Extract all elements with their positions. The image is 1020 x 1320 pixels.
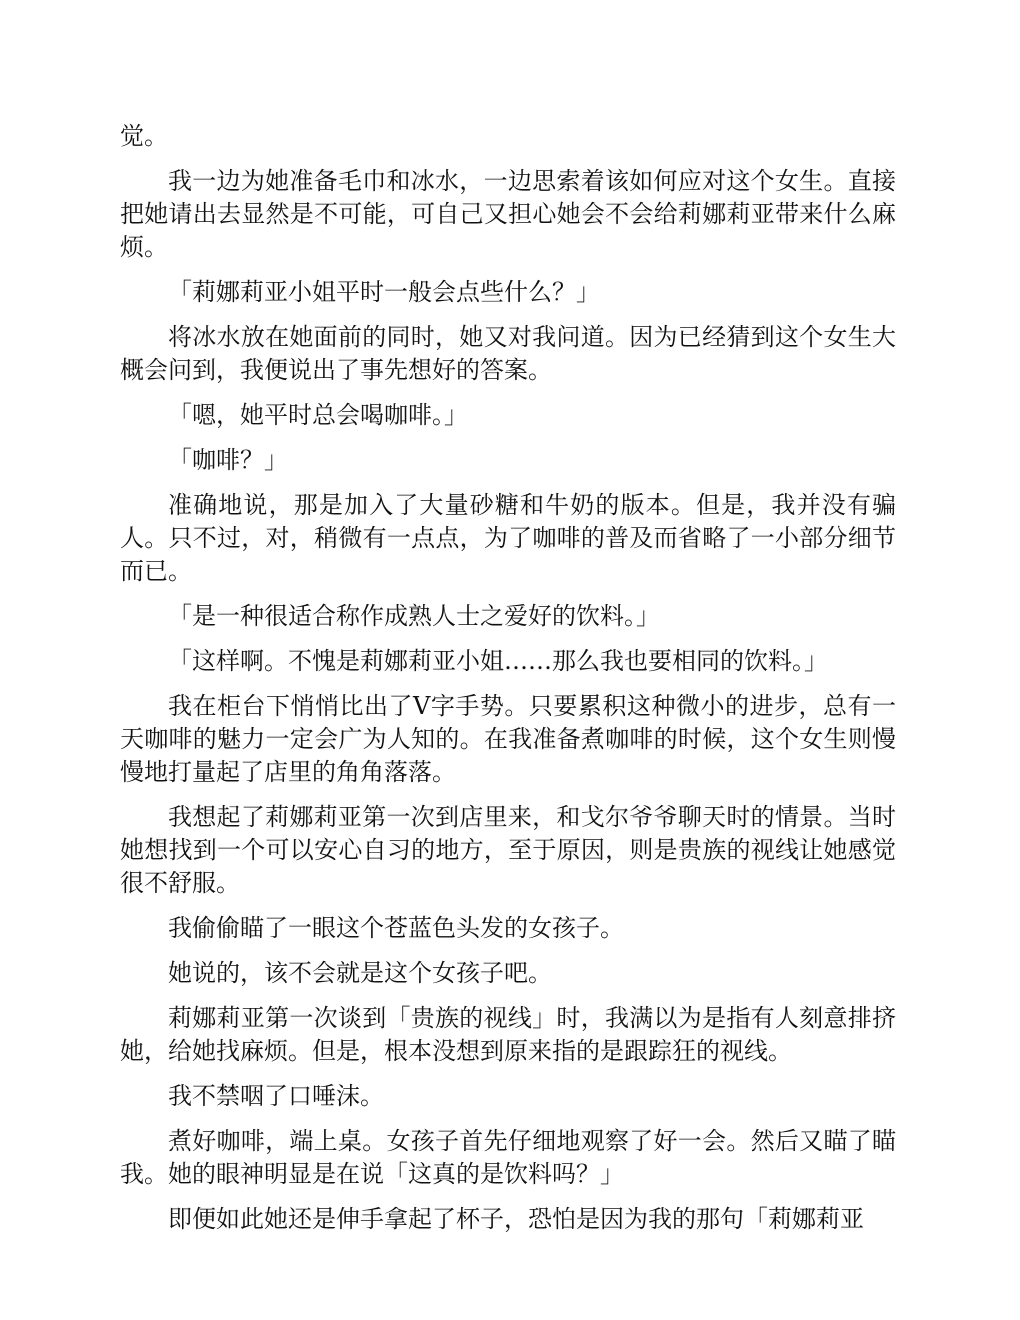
paragraph-1: 觉。 bbox=[120, 122, 168, 150]
paragraph-9: 「这样啊。不愧是莉娜莉亚小姐……那么我也要相同的饮料。」 bbox=[168, 647, 828, 675]
paragraph-4: 将冰水放在她面前的同时，她又对我问道。因为已经猜到这个女生大概会问到，我便说出了事先想好的答案。 bbox=[120, 323, 896, 384]
paragraph-11: 我想起了莉娜莉亚第一次到店里来，和戈尔爷爷聊天时的情景。当时她想找到一个可以安心自习的地方，至于原因，则是贵族的视线让她感觉很不舒服。 bbox=[120, 803, 896, 897]
paragraph-10: 我在柜台下悄悄比出了V字手势。只要累积这种微小的进步，总有一天咖啡的魅力一定会广为人知的。在我准备煮咖啡的时候，这个女生则慢慢地打量起了店里的角角落落。 bbox=[120, 692, 896, 786]
paragraph-14: 莉娜莉亚第一次谈到「贵族的视线」时，我满以为是指有人刻意排挤她，给她找麻烦。但是，根本没想到原来指的是跟踪狂的视线。 bbox=[120, 1004, 896, 1065]
paragraph-17: 即便如此她还是伸手拿起了杯子，恐怕是因为我的那句「莉娜莉亚 bbox=[168, 1205, 864, 1233]
document-page bbox=[120, 120, 896, 1248]
paragraph-12: 我偷偷瞄了一眼这个苍蓝色头发的女孩子。 bbox=[168, 914, 624, 942]
paragraph-5: 「嗯，她平时总会喝咖啡。」 bbox=[168, 401, 468, 429]
paragraph-3: 「莉娜莉亚小姐平时一般会点些什么？」 bbox=[168, 278, 600, 306]
paragraph-15: 我不禁咽了口唾沫。 bbox=[168, 1082, 384, 1110]
paragraph-16: 煮好咖啡，端上桌。女孩子首先仔细地观察了好一会。然后又瞄了瞄我。她的眼神明显是在说「这真的是饮料吗？」 bbox=[120, 1127, 896, 1188]
paragraph-6: 「咖啡？」 bbox=[168, 446, 288, 474]
paragraph-2: 我一边为她准备毛巾和冰水，一边思索着该如何应对这个女生。直接把她请出去显然是不可能，可自己又担心她会不会给莉娜莉亚带来什么麻烦。 bbox=[120, 167, 896, 261]
paragraph-8: 「是一种很适合称作成熟人士之爱好的饮料。」 bbox=[168, 602, 660, 630]
paragraph-13: 她说的，该不会就是这个女孩子吧。 bbox=[168, 959, 552, 987]
paragraph-7: 准确地说，那是加入了大量砂糖和牛奶的版本。但是，我并没有骗人。只不过，对，稍微有一点点，为了咖啡的普及而省略了一小部分细节而已。 bbox=[120, 491, 896, 585]
